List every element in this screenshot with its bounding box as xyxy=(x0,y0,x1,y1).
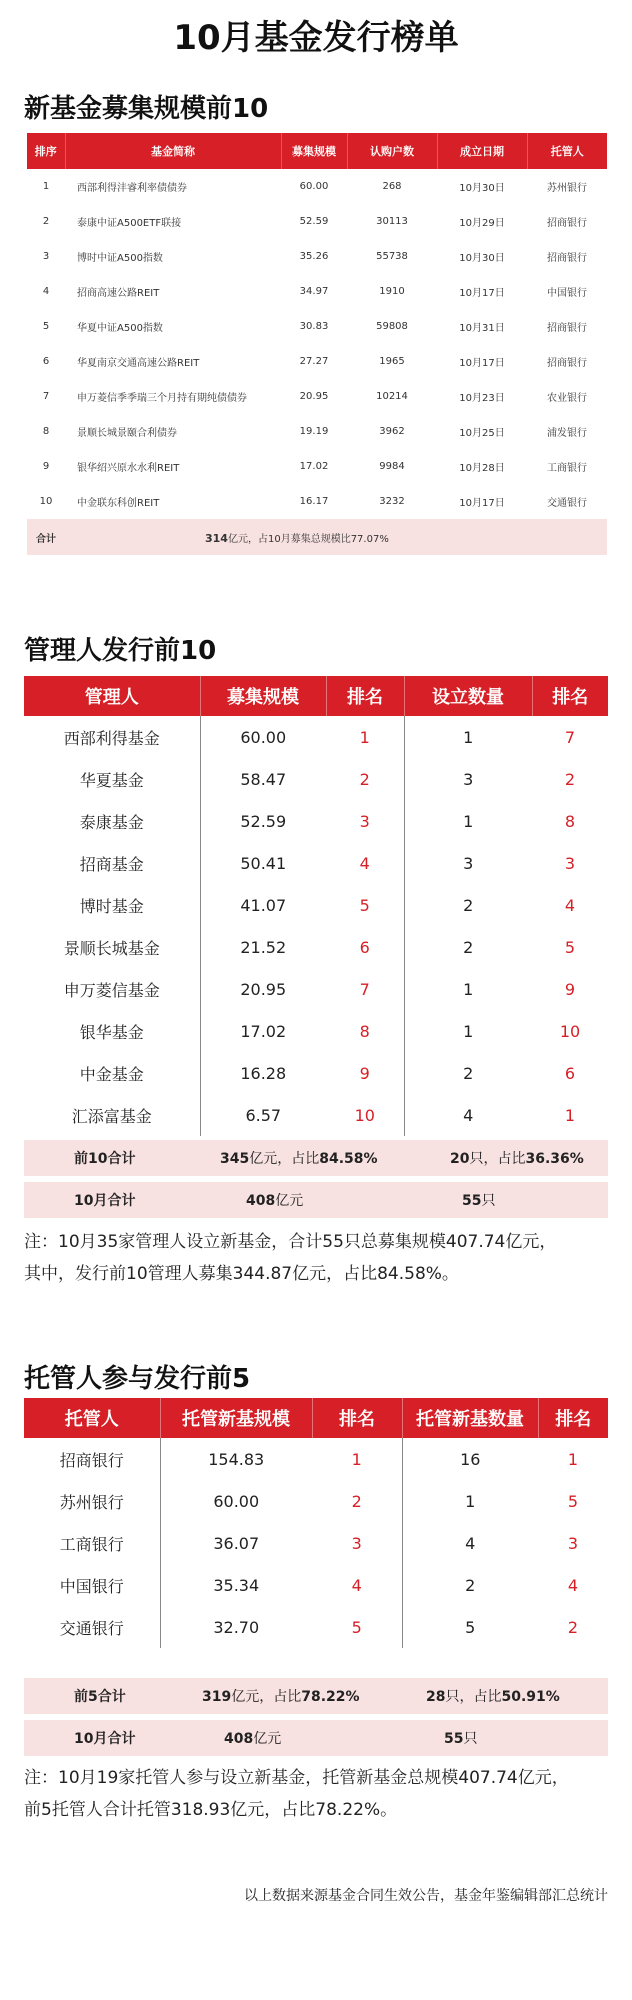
table-cell: 4 xyxy=(312,1564,402,1606)
table-cell: 52.59 xyxy=(299,216,329,227)
table-header-row xyxy=(27,133,607,169)
section-title-custodians: 托管人参与发行前5 xyxy=(24,1364,251,1394)
table-cell: 268 xyxy=(382,181,402,192)
table-cell: 3 xyxy=(326,800,404,842)
column-header: 成立日期 xyxy=(437,133,527,169)
table-row xyxy=(24,1606,608,1648)
table-cell: 2 xyxy=(463,895,474,915)
top10-label: 前10合计 xyxy=(74,1151,136,1167)
table-header-row xyxy=(24,676,608,716)
table-cell: 1 xyxy=(326,716,404,758)
column-header: 托管新基数量 xyxy=(402,1398,538,1438)
table-cell: 4 xyxy=(463,1105,474,1125)
table-cell: 9 xyxy=(42,461,50,472)
month-label: 10月合计 xyxy=(74,1193,136,1209)
table-cell: 17.02 xyxy=(240,1021,287,1041)
table-cell: 1 xyxy=(463,727,474,747)
top5-count: 28只，占比50.91% xyxy=(426,1689,560,1705)
table-cell: 2 xyxy=(463,1063,474,1083)
table-cell: 10 xyxy=(559,1021,581,1041)
table-cell: 5 xyxy=(564,937,576,957)
table-cell: 交通银行 xyxy=(24,1606,160,1648)
table-cell: 华夏中证A500指数 xyxy=(77,323,163,334)
table-cell: 华夏南京交通高速公路REIT xyxy=(77,358,200,369)
managers-table xyxy=(24,676,608,1136)
table-cell: 7 xyxy=(564,727,576,747)
table-row xyxy=(24,1010,608,1052)
table-cell: 58.47 xyxy=(240,769,287,789)
custodians-table xyxy=(24,1398,608,1648)
column-header: 认购户数 xyxy=(347,133,437,169)
table-cell: 招商银行 xyxy=(547,253,587,264)
table-cell: 1 xyxy=(312,1438,402,1480)
column-header: 托管人 xyxy=(24,1398,160,1438)
table-cell: 6 xyxy=(42,356,50,367)
table-cell: 30.83 xyxy=(299,321,329,332)
table-cell: 10 xyxy=(326,1094,404,1136)
table-cell: 10月23日 xyxy=(459,393,505,404)
column-header: 排名 xyxy=(312,1398,402,1438)
table-row xyxy=(24,842,608,884)
table-row xyxy=(27,449,607,484)
table-cell: 2 xyxy=(465,1575,476,1595)
custodians-month-total xyxy=(24,1720,608,1756)
table-cell: 1 xyxy=(463,811,474,831)
table-cell: 苏州银行 xyxy=(24,1480,160,1522)
column-header: 排名 xyxy=(538,1398,608,1438)
table-cell: 5 xyxy=(312,1606,402,1648)
table-cell: 博时基金 xyxy=(24,884,200,926)
table-cell: 50.41 xyxy=(240,853,287,873)
column-header: 排序 xyxy=(27,133,65,169)
table-cell: 16 xyxy=(460,1449,481,1469)
column-header: 托管人 xyxy=(527,133,607,169)
month-label: 10月合计 xyxy=(74,1731,136,1747)
table-cell: 申万菱信基金 xyxy=(24,968,200,1010)
table-cell: 3 xyxy=(42,251,50,262)
top5-label: 前5合计 xyxy=(74,1689,126,1705)
table-cell: 西部利得沣睿利率债债券 xyxy=(77,183,187,194)
month-count: 55只 xyxy=(462,1193,496,1209)
table-cell: 10月17日 xyxy=(459,288,505,299)
total-label: 合计 xyxy=(27,519,65,555)
table-cell: 10月30日 xyxy=(459,183,505,194)
table-cell: 交通银行 xyxy=(547,498,587,509)
column-header: 托管新基规模 xyxy=(160,1398,312,1438)
table-cell: 2 xyxy=(564,769,576,789)
table-cell: 10214 xyxy=(376,391,408,402)
table-cell: 60.00 xyxy=(240,727,287,747)
table-cell: 5 xyxy=(326,884,404,926)
table-row xyxy=(24,1564,608,1606)
table-cell: 银华基金 xyxy=(24,1010,200,1052)
table-cell: 35.34 xyxy=(213,1575,260,1595)
column-header: 募集规模 xyxy=(200,676,326,716)
total-row xyxy=(27,519,607,555)
table-cell: 景顺长城景颐合利债券 xyxy=(77,428,177,439)
table-cell: 20.95 xyxy=(299,391,329,402)
top-funds-table xyxy=(27,133,607,555)
table-cell: 6.57 xyxy=(245,1105,282,1125)
month-amount: 408亿元 xyxy=(246,1193,304,1209)
table-cell: 8 xyxy=(42,426,50,437)
table-cell: 1 xyxy=(465,1491,476,1511)
month-count: 55只 xyxy=(444,1731,478,1747)
table-cell: 2 xyxy=(312,1480,402,1522)
table-cell: 3232 xyxy=(379,496,405,507)
total-amount: 314 xyxy=(205,531,228,545)
table-cell: 52.59 xyxy=(240,811,287,831)
table-cell: 招商银行 xyxy=(547,218,587,229)
table-cell: 中金联东科创REIT xyxy=(77,498,160,509)
table-cell: 10月31日 xyxy=(459,323,505,334)
table-cell: 1 xyxy=(564,1105,576,1125)
table-cell: 中金基金 xyxy=(24,1052,200,1094)
table-cell: 1 xyxy=(42,181,50,192)
table-row xyxy=(24,716,608,758)
table-cell: 5 xyxy=(567,1491,579,1511)
top5-amount: 319亿元，占比78.22% xyxy=(202,1689,360,1705)
table-cell: 景顺长城基金 xyxy=(24,926,200,968)
table-cell: 3 xyxy=(567,1533,579,1553)
table-cell: 36.07 xyxy=(213,1533,260,1553)
table-cell: 中国银行 xyxy=(24,1564,160,1606)
table-row xyxy=(27,169,607,204)
table-cell: 工商银行 xyxy=(547,463,587,474)
column-header: 基金简称 xyxy=(65,133,281,169)
table-cell: 3 xyxy=(564,853,576,873)
table-cell: 27.27 xyxy=(299,356,329,367)
top10-count: 20只，占比36.36% xyxy=(450,1151,584,1167)
table-cell: 60.00 xyxy=(299,181,329,192)
table-row xyxy=(24,1052,608,1094)
table-row xyxy=(24,1094,608,1136)
table-cell: 1910 xyxy=(379,286,405,297)
table-cell: 苏州银行 xyxy=(547,183,587,194)
table-cell: 银华绍兴原水水利REIT xyxy=(77,463,180,474)
table-cell: 5 xyxy=(42,321,50,332)
table-cell: 154.83 xyxy=(208,1449,265,1469)
table-cell: 西部利得基金 xyxy=(24,716,200,758)
table-row xyxy=(27,309,607,344)
table-cell: 4 xyxy=(567,1575,579,1595)
table-cell: 1 xyxy=(463,979,474,999)
table-cell: 招商银行 xyxy=(547,358,587,369)
managers-month-total xyxy=(24,1182,608,1218)
table-cell: 34.97 xyxy=(299,286,329,297)
table-cell: 60.00 xyxy=(213,1491,260,1511)
table-cell: 8 xyxy=(564,811,576,831)
table-cell: 35.26 xyxy=(299,251,329,262)
table-cell: 招商高速公路REIT xyxy=(77,288,160,299)
column-header: 管理人 xyxy=(24,676,200,716)
table-cell: 华夏基金 xyxy=(24,758,200,800)
table-row xyxy=(24,758,608,800)
table-cell: 21.52 xyxy=(240,937,287,957)
table-cell: 招商基金 xyxy=(24,842,200,884)
table-cell: 10月29日 xyxy=(459,218,505,229)
table-row xyxy=(27,274,607,309)
table-row xyxy=(27,239,607,274)
table-cell: 申万菱信季季瑞三个月持有期纯债债券 xyxy=(77,393,247,404)
table-cell: 2 xyxy=(326,758,404,800)
table-row xyxy=(24,926,608,968)
table-cell: 3 xyxy=(463,853,474,873)
table-cell: 中国银行 xyxy=(547,288,587,299)
section-title-top-funds: 新基金募集规模前10 xyxy=(24,94,269,124)
table-cell: 1 xyxy=(567,1449,579,1469)
table-row xyxy=(24,1438,608,1480)
section-title-managers: 管理人发行前10 xyxy=(24,636,217,666)
table-cell: 9 xyxy=(326,1052,404,1094)
table-row xyxy=(27,204,607,239)
table-cell: 9 xyxy=(564,979,576,999)
table-cell: 博时中证A500指数 xyxy=(77,253,163,264)
table-cell: 10月17日 xyxy=(459,498,505,509)
month-amount: 408亿元 xyxy=(224,1731,282,1747)
column-header: 设立数量 xyxy=(404,676,532,716)
column-header: 排名 xyxy=(532,676,608,716)
table-cell: 4 xyxy=(465,1533,476,1553)
table-cell: 32.70 xyxy=(213,1617,260,1637)
table-cell: 1965 xyxy=(379,356,405,367)
table-cell: 55738 xyxy=(376,251,408,262)
table-row xyxy=(27,344,607,379)
table-cell: 10月17日 xyxy=(459,358,505,369)
table-cell: 10 xyxy=(39,496,53,507)
custodians-top5-total xyxy=(24,1678,608,1714)
table-cell: 9984 xyxy=(379,461,405,472)
table-row xyxy=(27,484,607,519)
table-cell: 3 xyxy=(463,769,474,789)
table-cell: 10月30日 xyxy=(459,253,505,264)
table-row xyxy=(24,968,608,1010)
table-cell: 10月25日 xyxy=(459,428,505,439)
table-cell: 59808 xyxy=(376,321,408,332)
table-cell: 工商银行 xyxy=(24,1522,160,1564)
custodians-note: 注：10月19家托管人参与设立新基金，托管新基金总规模407.74亿元， 前5托管人合计托管318.93亿元，占比78.22%。 xyxy=(24,1768,569,1820)
table-cell: 4 xyxy=(326,842,404,884)
table-cell: 2 xyxy=(567,1617,579,1637)
table-cell: 10月28日 xyxy=(459,463,505,474)
table-row xyxy=(24,1480,608,1522)
table-cell: 4 xyxy=(42,286,50,297)
table-cell: 17.02 xyxy=(299,461,329,472)
table-cell: 招商银行 xyxy=(24,1438,160,1480)
table-cell: 3962 xyxy=(379,426,405,437)
table-cell: 泰康基金 xyxy=(24,800,200,842)
table-cell: 19.19 xyxy=(299,426,329,437)
table-cell: 浦发银行 xyxy=(547,428,587,439)
table-cell: 7 xyxy=(326,968,404,1010)
table-cell: 6 xyxy=(564,1063,576,1083)
table-cell: 4 xyxy=(564,895,576,915)
managers-note: 注：10月35家管理人设立新基金，合计55只总募集规模407.74亿元， 其中，发行前10管理人募集344.87亿元，占比84.58%。 xyxy=(24,1232,557,1284)
page-title: 10月基金发行榜单 xyxy=(173,18,459,58)
table-cell: 3 xyxy=(312,1522,402,1564)
table-header-row xyxy=(24,1398,608,1438)
column-header: 排名 xyxy=(326,676,404,716)
table-cell: 16.28 xyxy=(240,1063,287,1083)
table-row xyxy=(24,1522,608,1564)
table-cell: 农业银行 xyxy=(547,393,587,404)
table-row xyxy=(24,884,608,926)
table-cell: 41.07 xyxy=(240,895,287,915)
total-text: 亿元，占10月募集总规模比77.07% xyxy=(227,533,389,545)
footer-source: 以上数据来源基金合同生效公告，基金年鉴编辑部汇总统计 xyxy=(244,1888,608,1904)
table-row xyxy=(27,379,607,414)
table-cell: 招商银行 xyxy=(547,323,587,334)
top10-amount: 345亿元，占比84.58% xyxy=(220,1151,378,1167)
table-cell: 16.17 xyxy=(299,496,329,507)
table-cell: 2 xyxy=(42,216,50,227)
table-cell: 8 xyxy=(326,1010,404,1052)
table-cell: 7 xyxy=(42,391,50,402)
column-header: 募集规模 xyxy=(281,133,347,169)
table-cell: 6 xyxy=(326,926,404,968)
table-cell: 30113 xyxy=(376,216,408,227)
table-row xyxy=(27,414,607,449)
table-cell: 5 xyxy=(465,1617,476,1637)
table-cell: 1 xyxy=(463,1021,474,1041)
table-cell: 20.95 xyxy=(240,979,287,999)
table-cell: 汇添富基金 xyxy=(24,1094,200,1136)
table-row xyxy=(24,800,608,842)
table-cell: 2 xyxy=(463,937,474,957)
managers-top10-total xyxy=(24,1140,608,1176)
total-value xyxy=(65,519,607,555)
table-cell: 泰康中证A500ETF联接 xyxy=(77,218,182,229)
